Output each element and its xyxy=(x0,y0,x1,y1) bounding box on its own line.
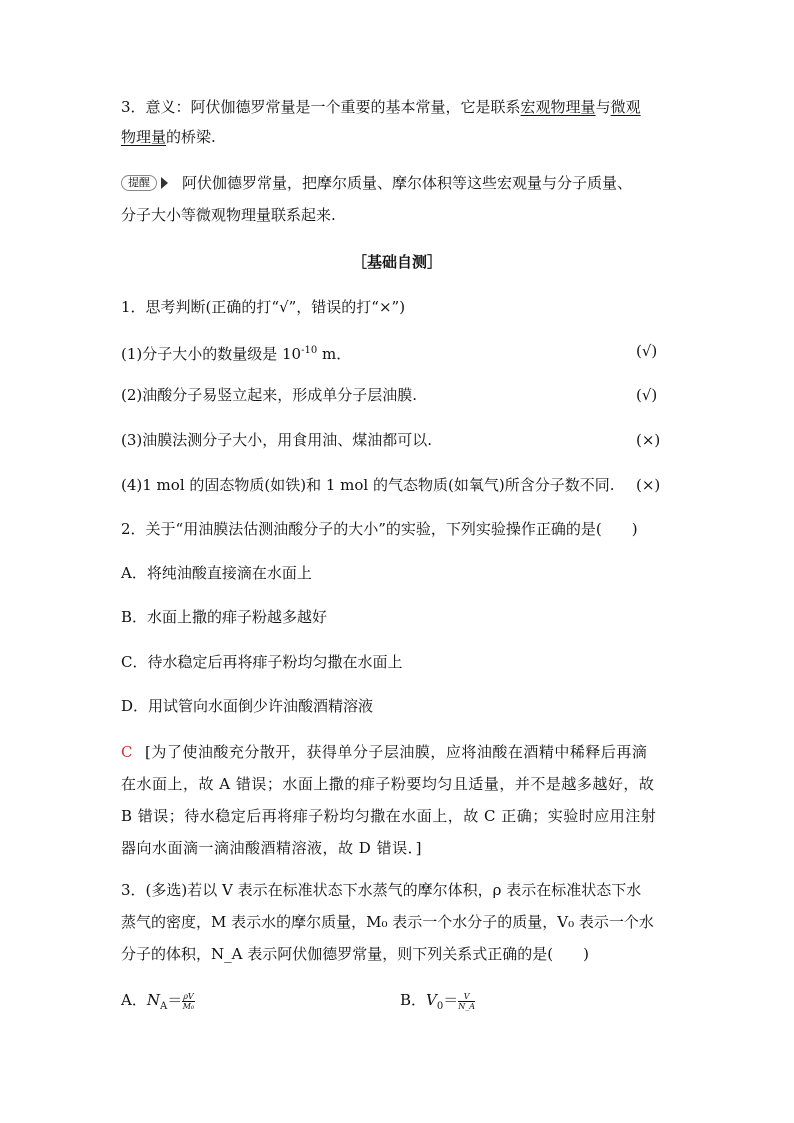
q2-option-a: A．将纯油酸直接滴在水面上 xyxy=(121,564,312,582)
meaning-term-micro-b: 物理量 xyxy=(121,128,167,146)
q3-option-b-eq: ＝ xyxy=(443,991,459,1009)
q2-answer: C xyxy=(121,743,133,761)
q2-explanation-text-1: [为了使油酸充分散开，获得单分子层油膜，应将油酸在酒精中稀释后再滴 xyxy=(144,743,648,761)
q2-explanation-line-2: 在水面上，故 A 错误；水面上撒的痱子粉要均匀且适量，并不是越多越好，故 xyxy=(121,775,655,793)
q3-line-3: 分子的体积，N_A 表示阿伏伽德罗常量，则下列关系式正确的是( ) xyxy=(121,945,589,963)
q1-title: 1．思考判断(正确的打“√”，错误的打“×”) xyxy=(121,298,406,316)
q2-option-c: C．待水稳定后再将痱子粉均匀撒在水面上 xyxy=(121,653,403,671)
q3-option-b-fraction xyxy=(458,992,475,1011)
q3-option-b-lhs-sub: 0 xyxy=(436,1001,444,1012)
q1-item-2-mark: (√) xyxy=(636,386,658,404)
tip-line-2 xyxy=(121,205,336,225)
q3-line-2: 蒸气的密度，M 表示水的摩尔质量，M₀ 表示一个水分子的质量，V₀ 表示一个水 xyxy=(121,913,654,931)
q2-explanation-line-1 xyxy=(121,742,647,762)
q1-item-1-text: (1)分子大小的数量级是 10 xyxy=(121,345,302,363)
tip-text-1: 阿伏伽德罗常量，把摩尔质量、摩尔体积等这些宏观量与分子质量、 xyxy=(182,174,633,192)
q2-explanation-line-4: 器向水面滴一滴油酸酒精溶液，故 D 错误．] xyxy=(121,839,422,857)
q1-item-1-unit: m． xyxy=(317,345,352,363)
q3-option-a-lhs-sub: A xyxy=(159,1001,168,1012)
tip-line-1 xyxy=(121,173,632,193)
q3-option-a-lhs: N xyxy=(146,991,160,1009)
q3-option-a-denominator: M₀ xyxy=(182,1001,195,1011)
section-title: ［基础自测］ xyxy=(351,253,442,271)
q3-option-b xyxy=(400,990,475,1017)
q3-line-1: 3．(多选)若以 V 表示在标准状态下水蒸气的摩尔体积，ρ 表示在标准状态下水 xyxy=(121,881,642,899)
q1-item-3: (3)油膜法测分子大小，用食用油、煤油都可以. xyxy=(121,431,433,449)
q2-option-d: D．用试管向水面倒少许油酸酒精溶液 xyxy=(121,697,374,715)
q1-item-3-mark: (×) xyxy=(636,431,661,449)
tip-badge: 提醒 xyxy=(121,175,157,191)
q1-item-1-exponent: -10 xyxy=(301,345,318,356)
meaning-term-micro-a: 微观 xyxy=(610,98,641,116)
meaning-suffix: 的桥梁. xyxy=(166,128,216,146)
q1-item-2: (2)油酸分子易竖立起来，形成单分子层油膜. xyxy=(121,386,418,404)
q1-item-4: (4)1 mol 的固态物质(如铁)和 1 mol 的气态物质(如氧气)所含分子数不同. xyxy=(121,476,615,494)
q2-option-b: B．水面上撒的痱子粉越多越好 xyxy=(121,608,328,626)
q1-item-1-mark: (√) xyxy=(636,342,658,360)
meaning-line-2 xyxy=(121,127,216,147)
q1-item-1 xyxy=(121,341,351,364)
q2-title: 2．关于“用油膜法估测油酸分子的大小”的实验，下列实验操作正确的是( ) xyxy=(121,520,638,538)
tip-text-2: 分子大小等微观物理量联系起来. xyxy=(121,206,336,224)
meaning-line-1 xyxy=(121,97,641,117)
q2-explanation-line-3: B 错误；待水稳定后再将痱子粉均匀撒在水面上，故 C 正确；实验时应用注射 xyxy=(121,807,657,825)
q3-option-b-numerator: V xyxy=(458,992,475,1002)
tip-arrow-icon xyxy=(161,177,168,189)
q3-option-b-label: B． xyxy=(400,991,427,1009)
q3-option-a-numerator: ρV xyxy=(183,991,194,1001)
meaning-prefix: 3．意义：阿伏伽德罗常量是一个重要的基本常量，它是联系 xyxy=(121,98,521,116)
q3-option-a-label: A． xyxy=(121,991,147,1009)
q3-option-b-lhs: V xyxy=(426,991,437,1009)
q1-item-4-mark: (×) xyxy=(636,476,661,494)
q3-option-a-fraction xyxy=(182,992,194,1011)
q3-option-a-eq: ＝ xyxy=(167,991,183,1009)
meaning-mid: 与 xyxy=(595,98,611,116)
q3-option-b-denominator: N_A xyxy=(458,1001,476,1011)
q3-option-a xyxy=(121,990,195,1017)
meaning-term-macro: 宏观物理量 xyxy=(520,98,596,116)
